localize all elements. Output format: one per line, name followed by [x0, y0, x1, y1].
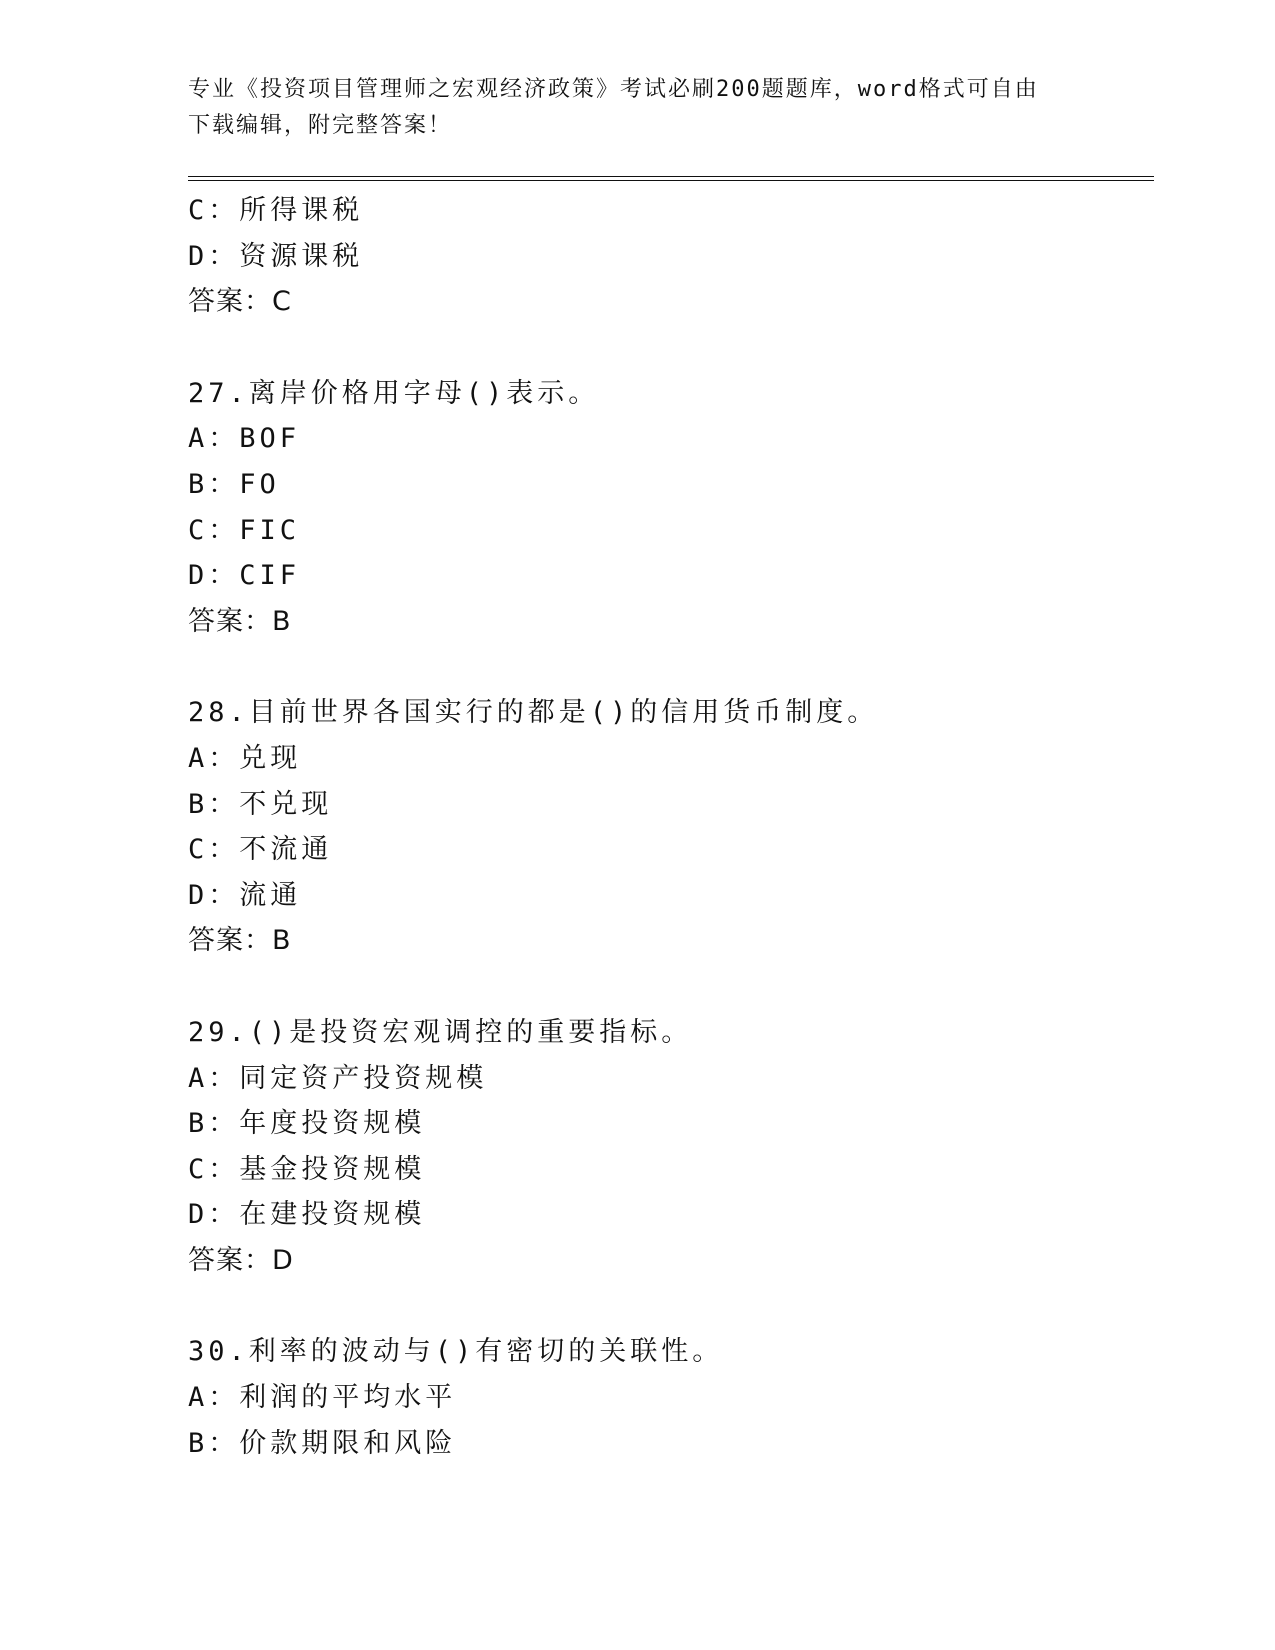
- question-29: [188, 1010, 1148, 1284]
- option-c: C：基金投资规模: [188, 1153, 426, 1185]
- header-divider: [188, 176, 1154, 181]
- answer-line: 答案：D: [188, 1244, 294, 1276]
- option-b: B：FO: [188, 468, 280, 500]
- question-stem: 30.利率的波动与()有密切的关联性。: [188, 1336, 724, 1368]
- option-a: A：BOF: [188, 423, 301, 455]
- question-stem: 27.离岸价格用字母()表示。: [188, 377, 600, 409]
- option-d: D：在建投资规模: [188, 1199, 426, 1231]
- option-b: B：价款期限和风险: [188, 1427, 457, 1459]
- question-list: [188, 188, 1148, 1466]
- answer-line: 答案：B: [188, 605, 292, 637]
- question-28: [188, 690, 1148, 964]
- header-line-1: 专业《投资项目管理师之宏观经济政策》考试必刷200题题库，word格式可自由: [188, 77, 1039, 102]
- carryover-block: [188, 188, 1148, 325]
- question-stem: 28.目前世界各国实行的都是()的信用货币制度。: [188, 697, 879, 729]
- question-27: [188, 371, 1148, 645]
- answer-line: 答案：C: [188, 286, 292, 318]
- option-b: B：不兑现: [188, 788, 333, 820]
- option-d: D：CIF: [188, 560, 301, 592]
- option-b: B：年度投资规模: [188, 1108, 426, 1140]
- option-d: D：资源课税: [188, 240, 364, 272]
- option-a: A：利润的平均水平: [188, 1382, 457, 1414]
- option-c: C：不流通: [188, 834, 333, 866]
- option-c: C：FIC: [188, 514, 301, 546]
- document-header: [188, 72, 1088, 144]
- option-d: D：流通: [188, 879, 302, 911]
- answer-line: 答案：B: [188, 925, 292, 957]
- option-c: C：所得课税: [188, 195, 364, 226]
- question-stem: 29.()是投资宏观调控的重要指标。: [188, 1016, 693, 1048]
- option-a: A：兑现: [188, 742, 302, 774]
- header-line-2: 下载编辑，附完整答案！: [188, 113, 453, 138]
- option-a: A：同定资产投资规模: [188, 1062, 488, 1094]
- question-30: [188, 1329, 1148, 1466]
